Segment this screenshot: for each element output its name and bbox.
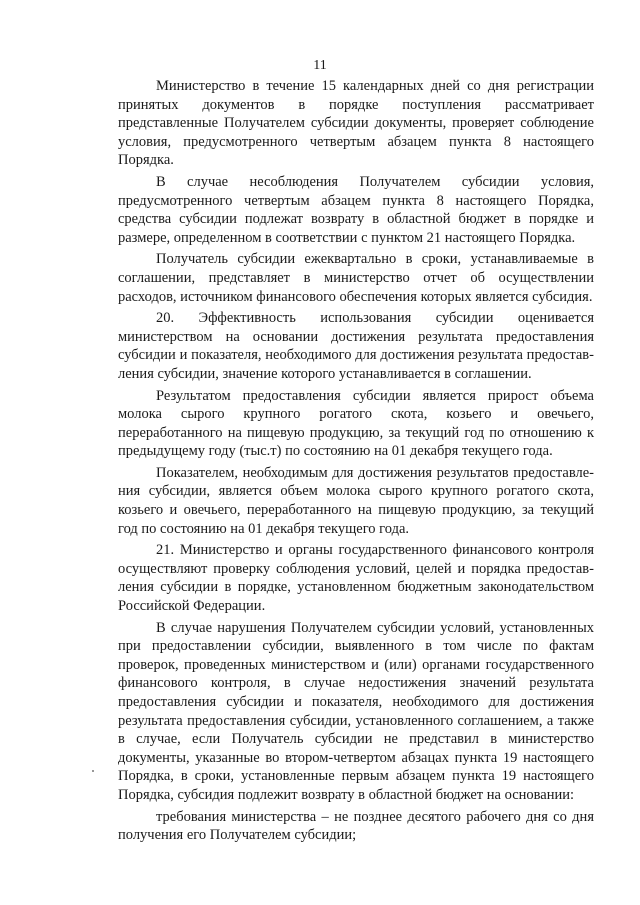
scan-dot-mark [92, 770, 94, 772]
paragraph-subsidy-indicator: Показателем, необходимым для достижения результатов предоставления субсидии, является объем молока сырого крупного рогатого скота, козьего и овечьего, переработанного на пищевую продукцию, за текущий год по состоянию на 01 декабря текущего года. [118, 464, 594, 537]
paragraph-item-20-efficiency: 20. Эффективность использования субсидии оценивается министерством на основании достижения результата предоставления субсидии и показателя, необходимого для достижения результата предоставления субсидии, значение которого устанавливается в соглашении. [118, 310, 594, 382]
paragraph-subsidy-result: Результатом предоставления субсидии является прирост объема молока сырого крупного рогатого скота, козьего и овечьего, переработанного на пищевую продукцию, за текущий год по отношению к предыдущему году (тыс.т) по состоянию на 01 декабря текущего года. [118, 387, 594, 460]
paragraph-ministry-requirement: требования министерства – не позднее десятого рабочего дня со дня получения его Получателем субсидии; [118, 808, 594, 844]
paragraph-quarterly-report: Получатель субсидии ежеквартально в сроки, устанавливаемые в соглашении, представляет в министерство отчет об осуществлении расходов, источником финансового обеспечения которых является субсидия. [118, 251, 594, 305]
body-text [118, 77, 594, 848]
paragraph-item-21-control: 21. Министерство и органы государственного финансового контроля осуществляют проверку соблюдения условий, целей и порядка предоставления субсидии в порядке, установленном бюджетным законодательством Российской Федерации. [118, 542, 594, 615]
paragraph-violation-return: В случае нарушения Получателем субсидии условий, установленных при предоставлении субсидии, выявленного в том числе по фактам проверок, проведенных министерством и (или) органами государственного финансового контроля, в случае недостижения значений результата предоставления субсидии и показателя, необходимого для достижения результата предоставления субсидии, установленного соглашением, а также в случае, если Получатель субсидии не представил в министерство документы, указанные во втором-четвертом абзацах пункта 19 настоящего Порядка, в сроки, установленные первым абзацем пункта 19 настоящего Порядка, субсидия подлежит возврату в областной бюджет на основании: [118, 619, 594, 803]
paragraph-ministry-review: Министерство в течение 15 календарных дней со дня регистрации принятых документов в порядке поступления рассматривает представленные Получателем субсидии документы, проверяет соблюдение условия, предусмотренного четвертым абзацем пункта 8 настоящего Порядка. [118, 78, 594, 169]
paragraph-noncompliance-return: В случае несоблюдения Получателем субсидии условия, предусмотренного четвертым абзацем пункта 8 настоящего Порядка, средства субсидии подлежат возврату в областной бюджет в порядке и размере, определенном в соответствии с пунктом 21 настоящего Порядка. [118, 173, 594, 246]
page-number: 11 [313, 58, 327, 73]
